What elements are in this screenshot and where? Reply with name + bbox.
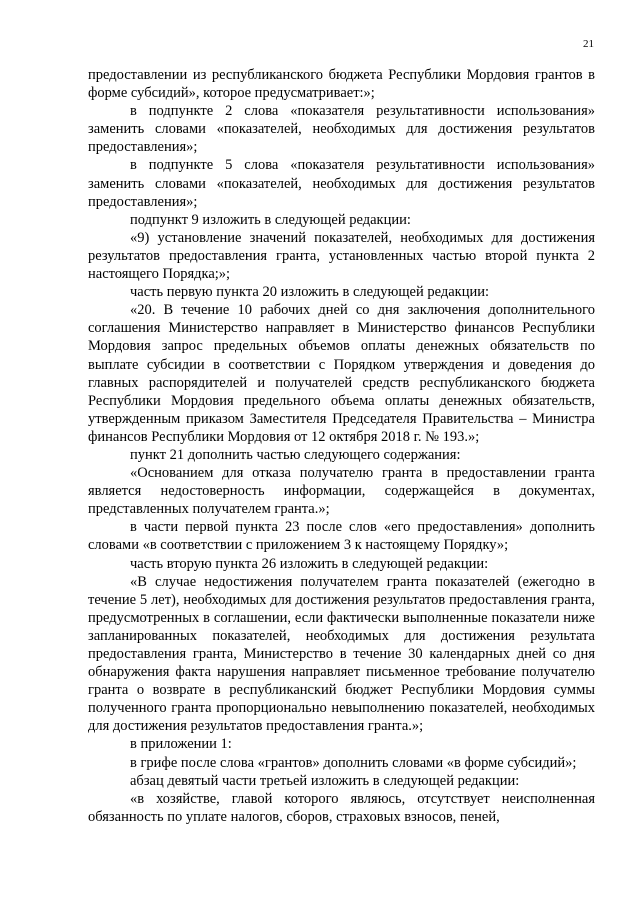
paragraph: в подпункте 2 слова «показателя результативности использования» заменить словами «показателей, необходимых для достижения результатов предоставления»;	[88, 103, 595, 156]
paragraph: в грифе после слова «грантов» дополнить словами «в форме субсидий»;	[130, 754, 577, 771]
paragraph: «в хозяйстве, главой которого являюсь, отсутствует неисполненная обязанность по уплате налогов, сборов, страховых взносов, пеней,	[88, 790, 595, 825]
paragraph: в подпункте 5 слова «показателя результативности использования» заменить словами «показателей, необходимых для достижения результатов предоставления»;	[88, 157, 595, 210]
paragraph: часть первую пункта 20 изложить в следующей редакции:	[130, 284, 490, 301]
page-number: 21	[583, 38, 594, 50]
document-body	[88, 66, 595, 826]
paragraph: «Основанием для отказа получателю гранта в предоставлении гранта является недостоверность информации, содержащейся в документах, представленных получателем гранта.»;	[88, 465, 595, 518]
paragraph: абзац девятый части третьей изложить в следующей редакции:	[130, 772, 520, 789]
paragraph: в части первой пункта 23 после слов «его предоставления» дополнить словами «в соответствии с приложением 3 к настоящему Порядку»;	[88, 519, 595, 554]
paragraph: «В случае недостижения получателем гранта показателей (ежегодно в течение 5 лет), необходимых для достижения результатов предоставления гранта, предусмотренных в соглашении, если фактически выполненные показатели ниже запланированных показателей, необходимых для достижения результата предоставления гранта, Министерство в течение 30 календарных дней со дня обнаружения факта нарушения направляет письменное требование получателю гранта о возврате в республиканский бюджет Республики Мордовия суммы полученного гранта пропорционально невыполнению показателей, необходимых для достижения результатов предоставления гранта.»;	[88, 573, 595, 735]
paragraph: пункт 21 дополнить частью следующего содержания:	[130, 446, 461, 463]
paragraph: часть вторую пункта 26 изложить в следующей редакции:	[130, 555, 489, 572]
paragraph: подпункт 9 изложить в следующей редакции:	[130, 211, 411, 228]
paragraph: «9) установление значений показателей, необходимых для достижения результатов предоставления гранта, установленных частью второй пункта 2 настоящего Порядка;»;	[88, 229, 595, 283]
paragraph: в приложении 1:	[130, 736, 232, 753]
paragraph: «20. В течение 10 рабочих дней со дня заключения дополнительного соглашения Министерство направляет в Министерство финансов Республики Мордовия запрос предельных объемов оплаты денежных обязательств по выплате субсидии в соответствии с Порядком утверждения и доведения до главных распорядителей и получателей средств республиканского бюджета Республики Мордовия предельного объема оплаты денежных обязательств, утвержденным приказом Заместителя Председателя Правительства – Министра финансов Республики Мордовия от 12 октября 2018 г. № 193.»;	[88, 302, 595, 445]
paragraph: предоставлении из республиканского бюджета Республики Мордовия грантов в форме субсидий», которое предусматривает:»;	[88, 67, 595, 102]
